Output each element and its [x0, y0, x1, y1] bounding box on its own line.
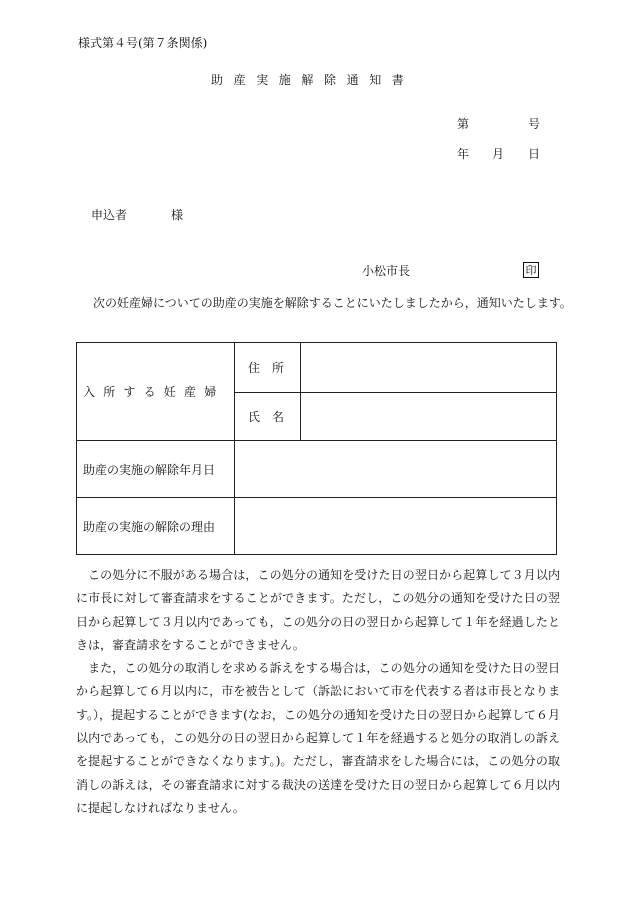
- address-value[interactable]: [301, 343, 557, 393]
- appeal-paragraph-2: また，この処分の取消しを求める訴えをする場合は，この処分の通知を受けた日の翌日から起算して６月以内に，市を被告として（訴訟において市を代表する者は市長となります。），提起することができます(なお，この処分の通知を受けた日の翌日から起算して６月以内であっても，この処分の日の翌日から起算して１年を経過すると処分の取消しの訴えを提起することができなくなります。)。ただし，審査請求をした場合には，この処分の取消しの訴えは，その審査請求に対する裁決の送達を受けた日の翌日から起算して６月以内に提起しなければなりません。: [76, 661, 560, 815]
- appeal-notes: [76, 564, 560, 820]
- date-month-label: 月: [492, 147, 505, 161]
- issuer-name: 小松市長: [362, 264, 411, 278]
- name-value[interactable]: [301, 393, 557, 441]
- mother-group-label: 入所する妊産婦: [77, 343, 235, 441]
- termination-date-label: 助産の実施の解除年月日: [77, 441, 235, 498]
- date-year-label: 年: [457, 147, 470, 161]
- date-day-label: 日: [528, 147, 541, 161]
- form-table: [76, 342, 557, 555]
- recipient-label: 申込者: [91, 208, 128, 222]
- termination-reason-label: 助産の実施の解除の理由: [77, 498, 235, 555]
- number-prefix: 第: [457, 117, 470, 131]
- termination-date-value[interactable]: [235, 441, 557, 498]
- recipient-honorific: 様: [171, 208, 184, 222]
- name-label: 氏 名: [235, 393, 301, 441]
- intro-text: 次の妊産婦についての助産の実施を解除することにいたしましたから，通知いたします。: [93, 296, 572, 310]
- address-label: 住 所: [235, 343, 301, 393]
- number-suffix: 号: [528, 117, 541, 131]
- form-number: 様式第４号(第７条関係): [78, 36, 208, 50]
- seal-mark: 印: [523, 262, 539, 278]
- document-title: 助産実施解除通知書: [211, 73, 415, 87]
- termination-reason-value[interactable]: [235, 498, 557, 555]
- appeal-paragraph-1: この処分に不服がある場合は，この処分の通知を受けた日の翌日から起算して３月以内に市長に対して審査請求をすることができます。ただし，この処分の通知を受けた日の翌日から起算して３月以内であっても，この処分の日の翌日から起算して１年を経過したときは，審査請求をすることができません。: [76, 568, 560, 652]
